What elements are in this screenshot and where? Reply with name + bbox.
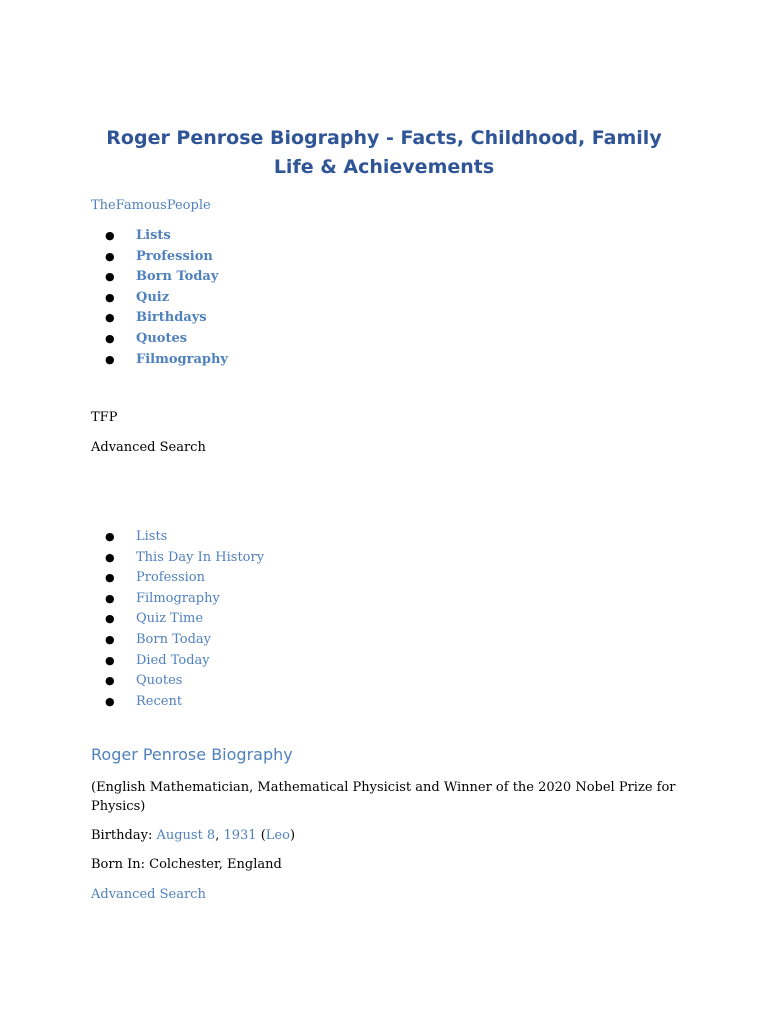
bullet-icon: ●	[105, 550, 115, 564]
bullet-icon: ●	[105, 632, 115, 646]
birthday-open-paren: (	[256, 828, 266, 843]
birthday-close-paren: )	[289, 828, 296, 843]
primary-nav-label[interactable]: Profession	[136, 248, 213, 264]
birthday-date-link[interactable]: August 8	[156, 828, 216, 843]
bio-subtitle: (English Mathematician, Mathematical Physicist and Winner of the 2020 Nobel Prize for Physics)	[91, 780, 676, 814]
secondary-nav-item[interactable]	[91, 589, 264, 610]
bullet-icon: ●	[105, 249, 115, 263]
bullet-icon: ●	[105, 290, 115, 304]
primary-nav-item[interactable]	[91, 329, 228, 350]
secondary-nav-label[interactable]: Profession	[136, 570, 205, 586]
primary-nav-item[interactable]	[91, 226, 228, 247]
secondary-nav-item[interactable]	[91, 568, 264, 589]
birthday-separator: ,	[215, 828, 224, 843]
bullet-icon: ●	[105, 530, 115, 543]
secondary-nav-item[interactable]	[91, 609, 264, 630]
born-in-line: Born In: Colchester, England	[91, 857, 282, 872]
bottom-advanced-search-link[interactable]: Advanced Search	[91, 887, 206, 902]
bullet-icon: ●	[105, 331, 115, 345]
primary-nav-item[interactable]	[91, 308, 228, 329]
bullet-icon: ●	[105, 229, 115, 242]
bullet-icon: ●	[105, 270, 115, 284]
bullet-icon: ●	[105, 311, 115, 325]
secondary-nav-label[interactable]: Lists	[136, 529, 168, 544]
bio-heading: Roger Penrose Biography	[91, 745, 293, 764]
bullet-icon: ●	[105, 612, 115, 626]
secondary-nav-label[interactable]: Died Today	[136, 652, 210, 668]
primary-nav-label[interactable]: Quotes	[136, 330, 188, 346]
advanced-search-label[interactable]: Advanced Search	[91, 440, 206, 455]
secondary-nav-item[interactable]	[91, 651, 264, 672]
secondary-nav-list	[91, 527, 264, 712]
secondary-nav-label[interactable]: Quotes	[136, 673, 183, 689]
birthday-label: Birthday:	[91, 828, 157, 843]
page-title: Roger Penrose Biography - Facts, Childhood, Family Life & Achievements	[106, 127, 662, 178]
secondary-nav-item[interactable]	[91, 527, 264, 548]
bullet-icon: ●	[105, 674, 115, 688]
secondary-nav-label[interactable]: This Day In History	[136, 549, 265, 565]
primary-nav-item[interactable]	[91, 288, 228, 309]
bullet-icon: ●	[105, 352, 115, 366]
bullet-icon: ●	[105, 653, 115, 667]
secondary-nav-label[interactable]: Filmography	[136, 590, 220, 606]
primary-nav-list	[91, 226, 228, 370]
site-name-link[interactable]: TheFamousPeople	[91, 198, 211, 213]
primary-nav-item[interactable]	[91, 267, 228, 288]
primary-nav-label[interactable]: Filmography	[136, 351, 228, 367]
bullet-icon: ●	[105, 591, 115, 605]
logo-text: TFP	[91, 410, 118, 425]
primary-nav-label[interactable]: Quiz	[136, 289, 170, 305]
secondary-nav-item[interactable]	[91, 548, 264, 569]
secondary-nav-label[interactable]: Quiz Time	[136, 611, 204, 627]
secondary-nav-item[interactable]	[91, 692, 264, 713]
zodiac-sign-link[interactable]: Leo	[265, 828, 290, 843]
primary-nav-label[interactable]: Birthdays	[136, 310, 207, 326]
primary-nav-label[interactable]: Lists	[136, 228, 171, 243]
bullet-icon: ●	[105, 571, 115, 585]
secondary-nav-label[interactable]: Recent	[136, 693, 183, 709]
birthday-line	[91, 827, 295, 845]
primary-nav-item[interactable]	[91, 247, 228, 268]
secondary-nav-item[interactable]	[91, 630, 264, 651]
secondary-nav-item[interactable]	[91, 671, 264, 692]
birthday-year-link[interactable]: 1931	[223, 828, 257, 843]
primary-nav-label[interactable]: Born Today	[136, 269, 219, 285]
secondary-nav-label[interactable]: Born Today	[136, 631, 212, 647]
bullet-icon: ●	[105, 694, 115, 708]
primary-nav-item[interactable]	[91, 350, 228, 371]
